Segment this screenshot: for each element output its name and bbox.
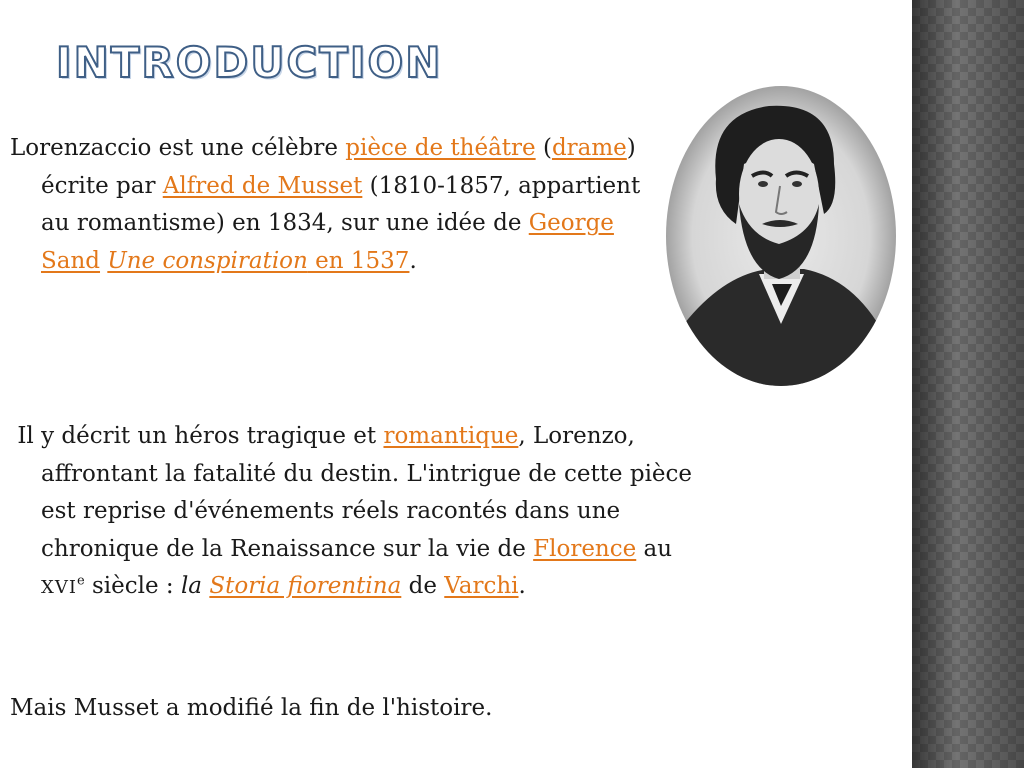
link-une-conspiration[interactable] [107,248,409,274]
italic-text: la [180,573,203,599]
century-superscript: e [76,573,85,589]
text: ( [535,135,552,161]
text: siècle : [84,573,181,599]
link-piece-de-theatre[interactable]: pièce de théâtre [345,135,536,161]
portrait-engraving-icon [664,84,898,388]
text: Lorenzaccio est une célèbre [10,135,346,161]
text: (1810-1857, appartient au romantisme) en 1834, sur une idée de [41,172,641,236]
link-text-italic: Une conspiration [107,247,308,274]
link-drame[interactable]: drame [551,135,627,161]
link-florence[interactable]: Florence [533,535,637,562]
text: . [518,573,526,599]
slide-title: INTRODUCTION [56,38,443,87]
link-romantique[interactable]: romantique [383,423,519,449]
link-varchi[interactable]: Varchi [444,573,519,599]
paragraph-3 [10,690,700,728]
closing-sentence: Mais Musset a modifié la fin de l'histoire. [10,695,493,721]
text: . [409,247,417,274]
century-numeral: XVI [41,577,77,598]
link-george-sand[interactable]: George Sand [41,210,614,274]
paragraph-2 [10,418,700,607]
link-storia-fiorentina[interactable]: Storia fiorentina [209,573,402,599]
text: , Lorenzo, affrontant la fatalité du destin. L'intrigue de cette pièce est reprise d'événements réels racontés dans une chronique de la Renaissance sur la vie de [41,423,693,562]
text: au [636,535,673,562]
text: ) écrite par [41,135,636,199]
text: Il y décrit un héros tragique et [17,423,384,449]
text: de [401,573,445,599]
link-alfred-de-musset[interactable]: Alfred de Musset [162,172,363,199]
paragraph-1 [10,130,660,280]
link-text: en 1537 [307,247,410,274]
decorative-side-bar [912,0,1024,768]
